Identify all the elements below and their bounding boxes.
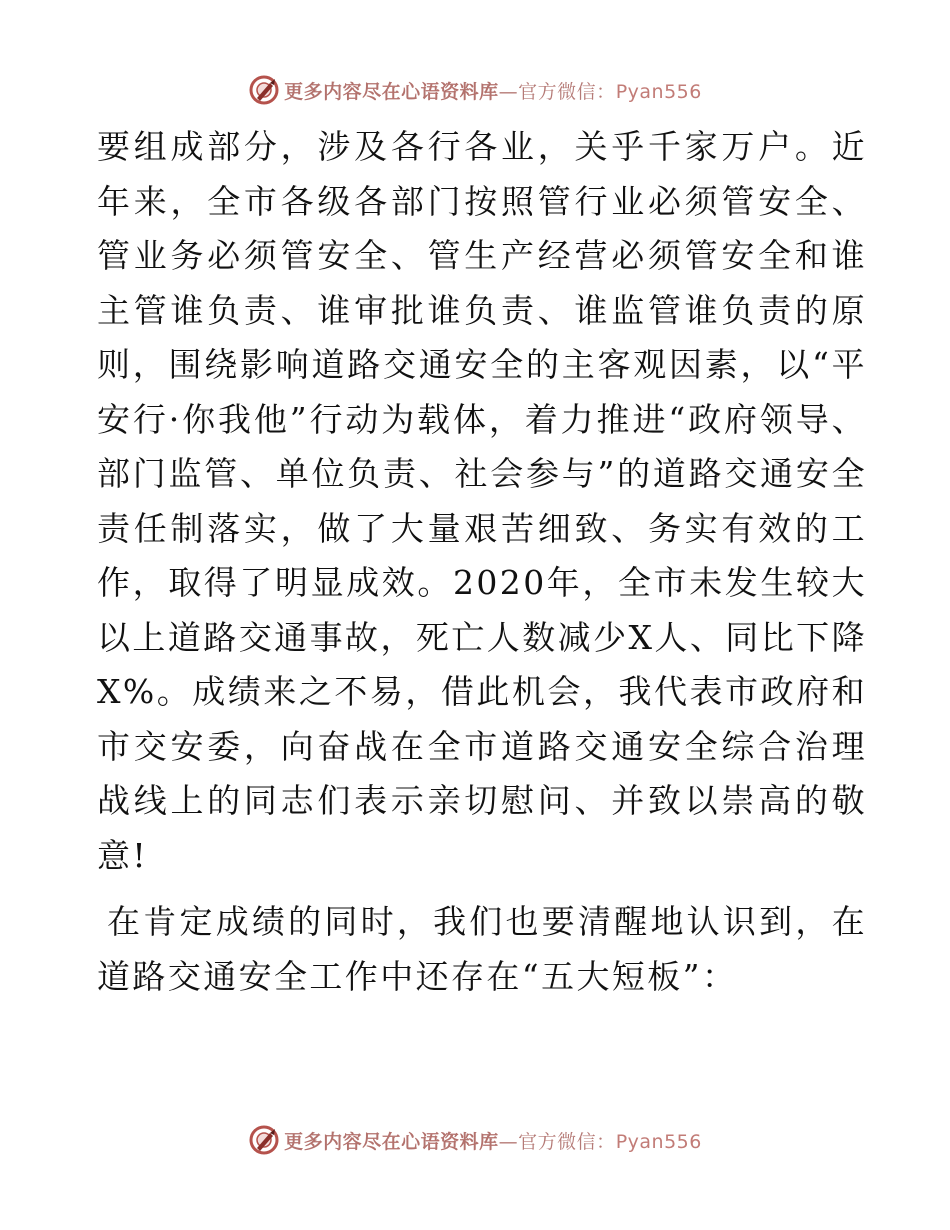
footer-watermark — [0, 1120, 950, 1160]
watermark-main-text: 更多内容尽在心语资料库 — [284, 80, 499, 103]
body-paragraph: 要组成部分，涉及各行各业，关乎千家万户。近年来，全市各级各部门按照管行业必须管安全、管业务必须管安全、管生产经营必须管安全和谁主管谁负责、谁审批谁负责、谁监管谁负责的原则，围绕影响道路交通安全的主客观因素，以“平安行·你我他”行动为载体，着力推进“政府领导、部门监管、单位负责、社会参与”的道路交通安全责任制落实，做了大量艰苦细致、务实有效的工作，取得了明显成效。2020年，全市未发生较大以上道路交通事故，死亡人数减少X人、同比下降X%。成绩来之不易，借此机会，我代表市政府和市交安委，向奋战在全市道路交通安全综合治理战线上的同志们表示亲切慰问、并致以崇高的敬意! — [97, 127, 867, 875]
body-paragraph: 在肯定成绩的同时，我们也要清醒地认识到，在道路交通安全工作中还存在“五大短板”： — [97, 902, 867, 996]
header-watermark — [0, 70, 950, 110]
watermark-text — [284, 77, 702, 104]
watermark-separator: — — [498, 80, 519, 103]
watermark-text — [284, 1127, 702, 1154]
watermark-separator: — — [498, 1130, 519, 1153]
document-body — [97, 120, 867, 1004]
watermark-label: 官方微信： — [518, 80, 616, 103]
brand-logo-icon — [248, 1124, 280, 1156]
watermark-label: 官方微信： — [518, 1130, 616, 1153]
watermark-account: Pyan556 — [615, 80, 702, 103]
watermark-main-text: 更多内容尽在心语资料库 — [284, 1130, 499, 1153]
watermark-account: Pyan556 — [615, 1130, 702, 1153]
brand-logo-icon — [248, 74, 280, 106]
